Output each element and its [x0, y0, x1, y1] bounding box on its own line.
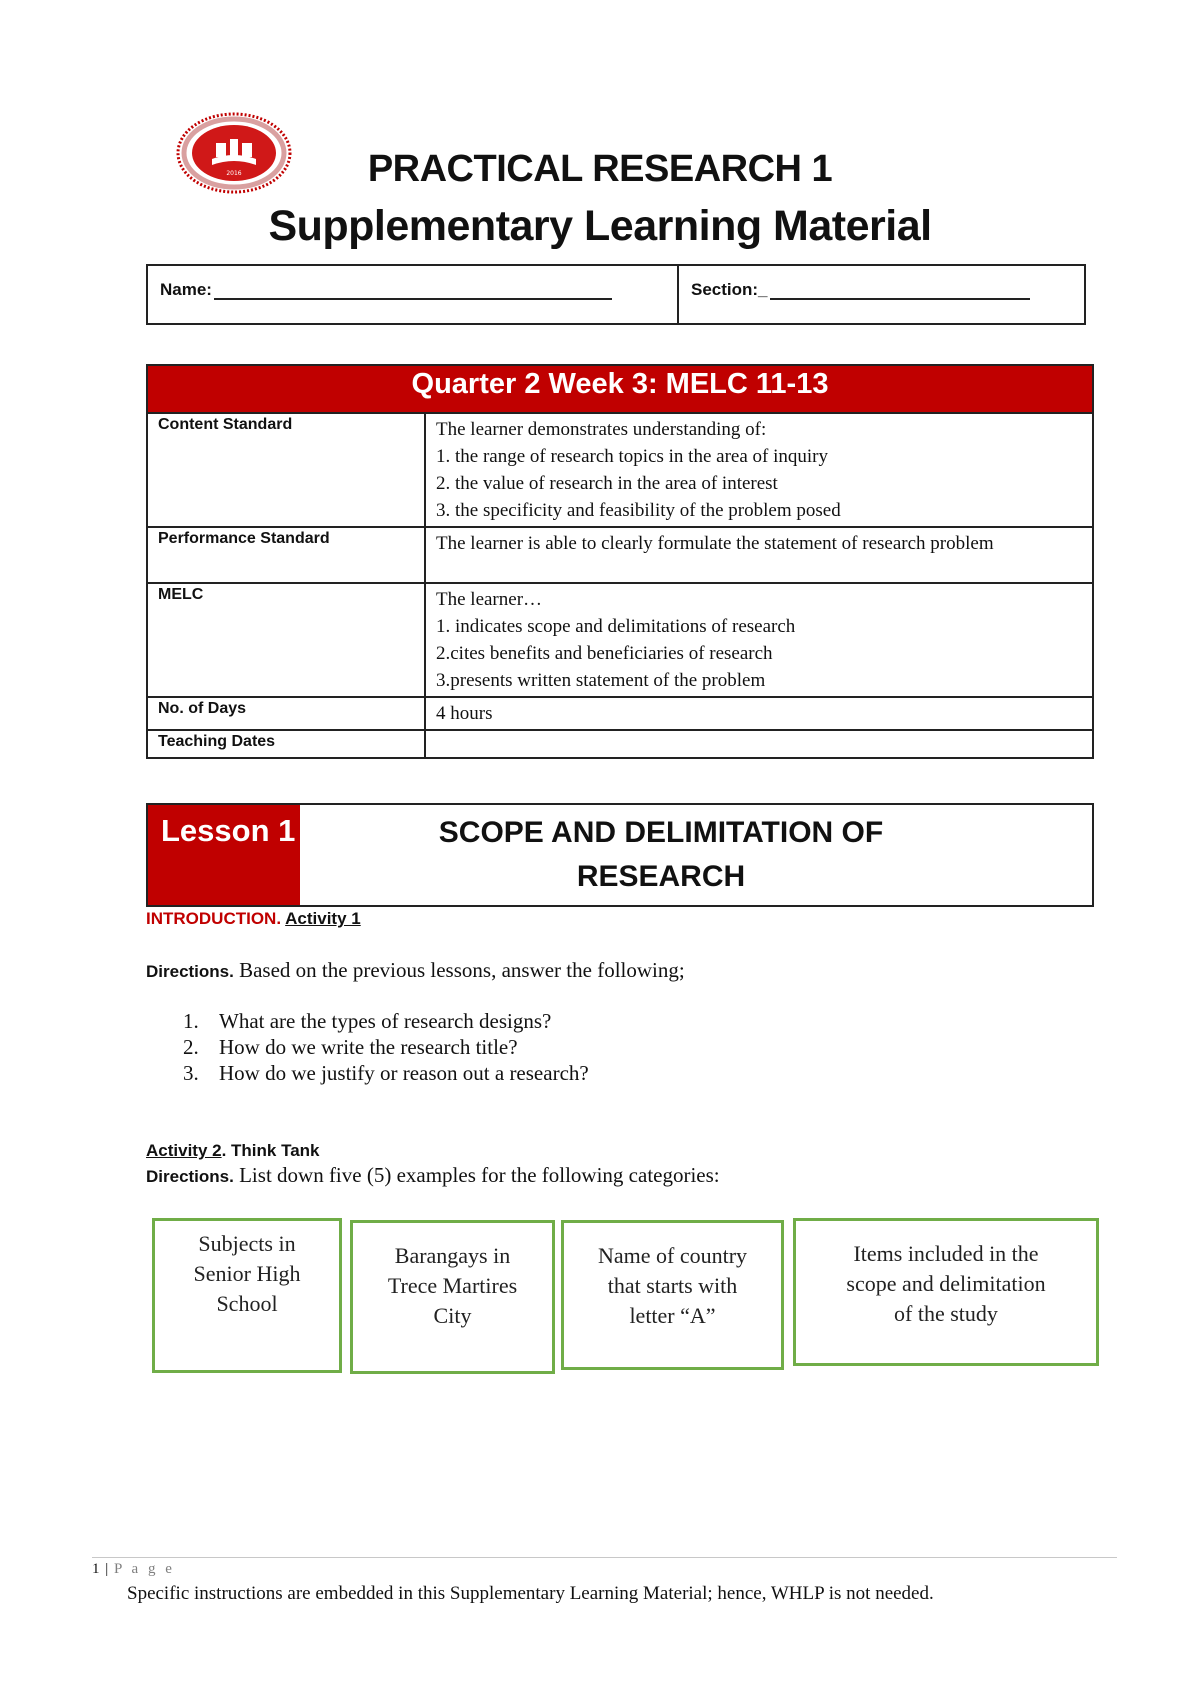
table-row — [147, 697, 1093, 730]
question-text: How do we justify or reason out a research? — [219, 1061, 589, 1085]
footer-divider — [92, 1557, 1117, 1558]
directions-2 — [146, 1163, 720, 1188]
directions-text: Based on the previous lessons, answer the following; — [233, 958, 685, 982]
cell-line: 4 hours — [436, 703, 493, 724]
row-value-melc — [425, 583, 1093, 697]
row-value-teaching-dates[interactable] — [425, 730, 1093, 758]
row-label-no-of-days: No. of Days — [147, 697, 425, 730]
category-line: Barangays in — [394, 1243, 511, 1268]
document-subtitle: Supplementary Learning Material — [268, 202, 932, 250]
category-box-barangays — [350, 1220, 555, 1374]
category-line: Name of country — [597, 1243, 748, 1268]
category-line: letter “A” — [629, 1303, 716, 1328]
question-text: What are the types of research designs? — [219, 1009, 552, 1033]
table-row — [147, 413, 1093, 527]
cell-line: The learner… — [436, 589, 543, 610]
table-row — [147, 730, 1093, 758]
footer-note: Specific instructions are embedded in this Supplementary Learning Material; hence, WHLP is not needed. — [127, 1583, 934, 1604]
directions-label: Directions. — [146, 962, 234, 981]
row-label-teaching-dates: Teaching Dates — [147, 730, 425, 758]
category-line: Trece Martires — [387, 1273, 518, 1298]
row-value-no-of-days — [425, 697, 1093, 730]
cell-line: 3.presents written statement of the problem — [436, 670, 766, 691]
melc-table — [146, 364, 1094, 759]
cell-line: The learner is able to clearly formulate the statement of research problem — [436, 533, 994, 554]
category-line: School — [216, 1291, 278, 1316]
question-text: How do we write the research title? — [219, 1035, 518, 1059]
page-number-value: 1 — [92, 1561, 101, 1577]
row-label-melc: MELC — [147, 583, 425, 697]
list-item — [183, 1034, 589, 1060]
activity-2-label: Activity 2 — [146, 1141, 222, 1160]
row-value-content-standard — [425, 413, 1093, 527]
seal-year: 2016 — [226, 170, 242, 177]
lesson-banner — [146, 803, 1094, 907]
melc-table-heading: Quarter 2 Week 3: MELC 11-13 — [147, 365, 1093, 413]
category-box-subjects — [152, 1218, 342, 1373]
cell-line: 2.cites benefits and beneficiaries of research — [436, 643, 773, 664]
category-line: City — [433, 1303, 472, 1328]
page-number: 1 | P a g e — [92, 1561, 175, 1577]
cell-line: 1. the range of research topics in the area of inquiry — [436, 446, 828, 467]
category-line: Senior High — [193, 1261, 301, 1286]
name-field[interactable] — [148, 266, 679, 323]
question-number: 2. — [183, 1035, 199, 1059]
category-line: Subjects in — [198, 1231, 296, 1256]
question-list — [183, 1008, 589, 1086]
question-number: 1. — [183, 1009, 199, 1033]
category-line: of the study — [894, 1301, 998, 1326]
directions-1 — [146, 958, 685, 983]
list-item — [183, 1008, 589, 1034]
introduction-heading — [146, 909, 361, 929]
directions-text: List down five (5) examples for the following categories: — [233, 1163, 720, 1187]
question-number: 3. — [183, 1061, 199, 1085]
cell-line: 1. indicates scope and delimitations of research — [436, 616, 796, 637]
name-label: Name: — [160, 280, 212, 299]
section-field[interactable] — [679, 266, 1084, 323]
category-line: Items included in the — [853, 1241, 1039, 1266]
document-title: PRACTICAL RESEARCH 1 — [367, 148, 833, 190]
category-line: scope and delimitation — [846, 1271, 1046, 1296]
category-box-scope-items — [793, 1218, 1099, 1366]
directions-label: Directions. — [146, 1167, 234, 1186]
cell-line: 3. the specificity and feasibility of the problem posed — [436, 500, 841, 521]
activity-2-title: . Think Tank — [221, 1141, 320, 1160]
section-label: Section:_ — [691, 280, 768, 299]
student-info-box — [146, 264, 1086, 325]
introduction-label: INTRODUCTION. — [146, 909, 282, 928]
lesson-number: Lesson 1 — [148, 805, 300, 905]
table-row — [147, 527, 1093, 583]
row-value-performance-standard — [425, 527, 1093, 583]
list-item — [183, 1060, 589, 1086]
activity-1-label: Activity 1 — [285, 909, 361, 928]
row-label-content-standard: Content Standard — [147, 413, 425, 527]
activity-2-heading — [146, 1141, 320, 1161]
lesson-title-line: SCOPE AND DELIMITATION OF — [438, 816, 884, 849]
name-blank-line[interactable] — [214, 280, 612, 300]
lesson-title-line: RESEARCH — [576, 860, 746, 893]
page-label: P a g e — [114, 1561, 175, 1577]
category-box-countries — [561, 1220, 784, 1370]
lesson-title — [300, 805, 1092, 905]
category-line: that starts with — [607, 1273, 738, 1298]
cell-line: 2. the value of research in the area of interest — [436, 473, 778, 494]
cell-line: The learner demonstrates understanding of: — [436, 419, 767, 440]
row-label-performance-standard: Performance Standard — [147, 527, 425, 583]
table-row — [147, 583, 1093, 697]
section-blank-line[interactable] — [770, 280, 1030, 300]
